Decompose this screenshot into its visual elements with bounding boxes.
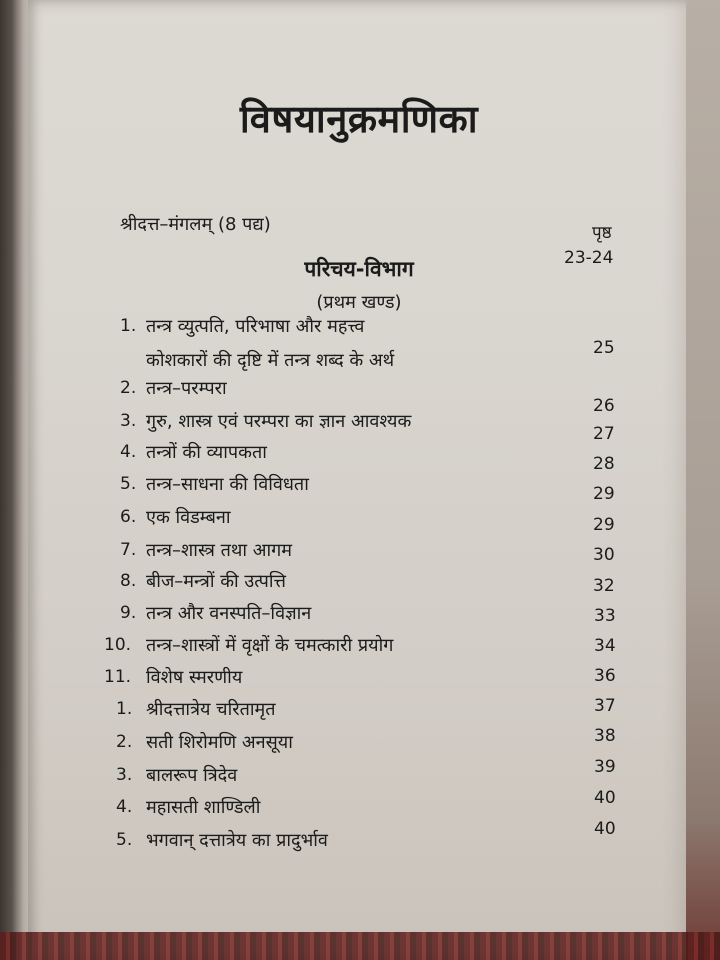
section-subtitle: (प्रथम खण्ड) (316, 292, 402, 313)
entry-text: बालरूप त्रिदेव (146, 765, 238, 786)
entry-number: 9. (120, 603, 137, 623)
entry-number: 10. (104, 635, 132, 655)
entry-text: बीज–मन्त्रों की उत्पत्ति (146, 571, 286, 592)
entry-page: 38 (594, 726, 616, 746)
page-edge (686, 0, 720, 960)
entry-page: 40 (594, 819, 616, 839)
entry-number: 1. (120, 316, 137, 336)
entry-text: गुरु, शास्त्र एवं परम्परा का ज्ञान आवश्यक (146, 411, 412, 432)
entry-text: महासती शाण्डिली (146, 797, 261, 818)
entry-text: कोशकारों की दृष्टि में तन्त्र शब्द के अर्थ (146, 350, 395, 371)
book-page (28, 0, 690, 960)
entry-number: 4. (116, 797, 133, 817)
page-column-header: पृष्ठ (592, 223, 612, 243)
entry-number: 4. (120, 442, 137, 462)
entry-number: 5. (116, 830, 133, 850)
entry-number: 2. (116, 732, 133, 752)
entry-text: तन्त्र–शास्त्रों में वृक्षों के चमत्कारी प्रयोग (146, 635, 394, 656)
background-cloth (0, 932, 720, 960)
entry-number: 6. (120, 507, 137, 527)
page-title: विषयानुक्रमणिका (239, 97, 479, 141)
entry-page: 36 (594, 666, 616, 686)
entry-page: 32 (593, 576, 615, 596)
entry-page: 40 (594, 788, 616, 808)
entry-page: 39 (594, 757, 616, 777)
entry-page: 34 (594, 636, 616, 656)
entry-page: 29 (593, 484, 615, 504)
entry-text: भगवान् दत्तात्रेय का प्रादुर्भाव (146, 830, 328, 851)
section-title: परिचय-विभाग (304, 257, 414, 281)
entry-page: 25 (593, 338, 615, 358)
intro-page-number: 23-24 (564, 248, 614, 268)
entry-number: 11. (104, 667, 132, 687)
entry-number: 3. (116, 765, 133, 785)
intro-entry: श्रीदत्त–मंगलम् (8 पद्य) (120, 214, 271, 235)
entry-number: 8. (120, 571, 137, 591)
entry-text: तन्त्र–साधना की विविधता (146, 474, 309, 495)
entry-text: एक विडम्बना (146, 507, 231, 528)
entry-page: 30 (593, 545, 615, 565)
entry-text: श्रीदत्तात्रेय चरितामृत (146, 699, 276, 720)
entry-text: सती शिरोमणि अनसूया (146, 732, 293, 753)
entry-text: तन्त्रों की व्यापकता (146, 442, 267, 463)
entry-page: 28 (593, 454, 615, 474)
entry-page: 27 (593, 424, 615, 444)
entry-text: तन्त्र–शास्त्र तथा आगम (146, 540, 293, 561)
entry-number: 7. (120, 540, 137, 560)
entry-number: 3. (120, 411, 137, 431)
entry-page: 37 (594, 696, 616, 716)
entry-number: 2. (120, 378, 137, 398)
entry-text: तन्त्र व्युत्पति, परिभाषा और महत्त्व (146, 316, 365, 337)
entry-number: 5. (120, 474, 137, 494)
entry-text: तन्त्र–परम्परा (146, 378, 227, 399)
entry-page: 33 (594, 606, 616, 626)
entry-text: तन्त्र और वनस्पति–विज्ञान (146, 603, 312, 624)
entry-number: 1. (116, 699, 133, 719)
entry-page: 26 (593, 396, 615, 416)
entry-page: 29 (593, 515, 615, 535)
entry-text: विशेष स्मरणीय (146, 667, 243, 688)
